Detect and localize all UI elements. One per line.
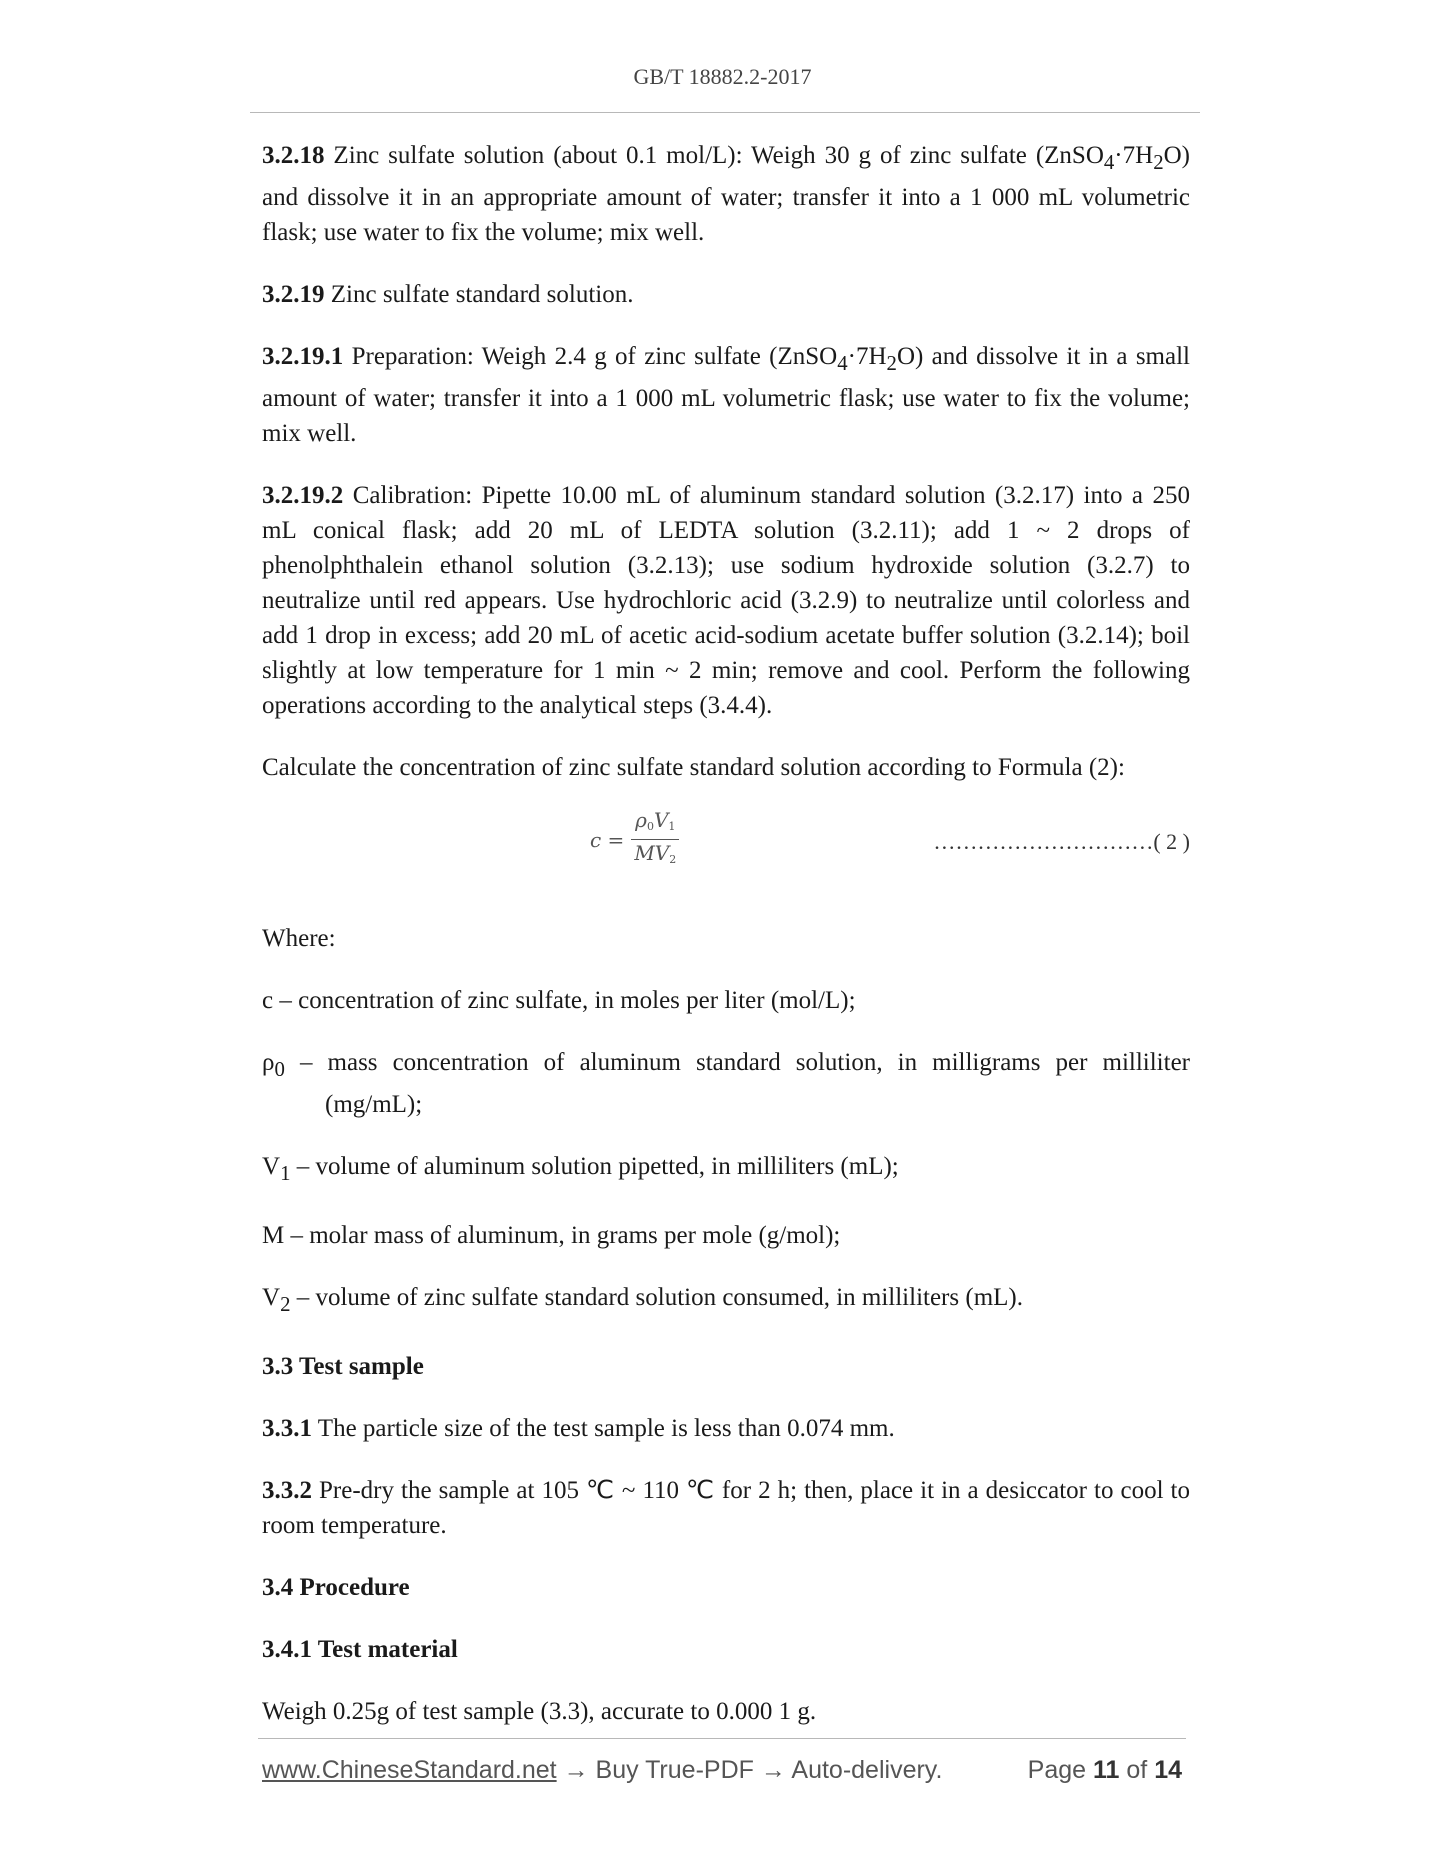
symbol-v: V [262,1153,281,1180]
subscript: 2 [669,853,677,866]
symbol-rho: ρ [635,808,647,832]
footer-divider [258,1738,1186,1739]
symbol-mv: MV [634,841,670,865]
heading-3-4-1 [262,1632,1190,1667]
paragraph-3-2-19-1 [262,339,1190,451]
clause-text: The particle size of the test sample is less than 0.074 mm. [312,1415,895,1442]
page-footer [262,1756,1182,1785]
footer-tagline: → Buy True-PDF → Auto-delivery. [556,1756,943,1784]
clause-number: 3.2.19.2 [262,482,344,509]
clause-text: O) and dissolve it in a small amount of water; transfer it into a 1 000 mL volumetric flask; use water to fix the volume; mix well. [262,343,1190,447]
subscript: 1 [668,820,676,833]
clause-text: ·7H [847,343,887,370]
of-label: of [1119,1756,1155,1784]
clause-number: 3.3.2 [262,1477,312,1504]
clause-number: 3.2.19 [262,281,325,308]
clause-text: Zinc sulfate standard solution. [324,281,634,308]
def-text: – mass concentration of aluminum standard solution, in milligrams per milliliter (mg/mL); [284,1049,1190,1118]
clause-text: Preparation: Weigh 2.4 g of zinc sulfate (ZnSO [343,343,838,370]
formula-reference: …………………………( 2 ) [933,829,1190,854]
page-indicator [1028,1756,1182,1785]
clause-number: 3.3.1 [262,1415,312,1442]
document-header: GB/T 18882.2-2017 [633,64,812,89]
clause-number: 3.2.19.1 [262,343,344,370]
page-label: Page [1027,1756,1093,1784]
section-heading: 3.4 Procedure [262,1574,410,1601]
section-heading: 3.4.1 Test material [262,1636,458,1663]
def-v1 [262,1149,1190,1191]
header-divider [250,112,1200,113]
subscript: 0 [274,1057,285,1081]
paragraph-3-3-1 [262,1411,1190,1446]
def-rho0 [262,1045,1190,1122]
formula-numerator [631,808,679,840]
paragraph-weigh: Weigh 0.25g of test sample (3.3), accurate to 0.000 1 g. [262,1698,817,1725]
clause-text: ·7H [1114,142,1154,169]
subscript: 1 [280,1161,291,1185]
chinesestandard-link[interactable]: www.ChineseStandard.net [262,1756,557,1784]
subscript: 4 [1103,150,1115,174]
clause-text: O) and dissolve it in an appropriate amount of water; transfer it into a 1 000 mL volumetric flask; use water to fix the volume; mix well. [262,142,1190,246]
subscript: 2 [280,1292,291,1316]
section-heading: 3.3 Test sample [262,1353,424,1380]
paragraph-3-2-18 [262,138,1190,250]
paragraph-3-2-19-2 [262,478,1190,723]
calc-intro: Calculate the concentration of zinc sulfate standard solution according to Formula (2): [262,754,1125,781]
page-total: 14 [1154,1756,1182,1784]
heading-3-4 [262,1570,1190,1605]
formula-lhs: c = [590,828,625,852]
subscript: 2 [1153,150,1164,174]
page-number: 11 [1093,1756,1120,1784]
paragraph-3-2-19 [262,277,1190,312]
formula-expression [590,808,680,873]
def-m: M – molar mass of aluminum, in grams per mole (g/mol); [262,1222,841,1249]
subscript: 0 [646,820,654,833]
def-text: – volume of aluminum solution pipetted, in milliliters (mL); [290,1153,899,1180]
symbol-v: V [262,1284,281,1311]
clause-text: Calibration: Pipette 10.00 mL of aluminum standard solution (3.2.17) into a 250 mL conical flask; add 20 mL of LEDTA solution (3.2.11); add 1 ~ 2 drops of phenolphthalein ethanol solution (3.2.13); use sodium hydroxide solution (3.2.7) to neutralize until red appears. Use hydrochloric acid (3.2.9) to neutralize until colorless and add 1 drop in excess; add 20 mL of acetic acid-sodium acetate buffer solution (3.2.14); boil slightly at low temperature for 1 min ~ 2 min; remove and cool. Perform the following operations according to the analytical steps (3.4.4). [262,482,1190,719]
clause-text: Zinc sulfate solution (about 0.1 mol/L): Weigh 30 g of zinc sulfate (ZnSO [324,142,1104,169]
def-c: c – concentration of zinc sulfate, in moles per liter (mol/L); [262,987,856,1014]
subscript: 2 [886,351,897,375]
clause-text: Pre-dry the sample at 105 ℃ ~ 110 ℃ for 2 h; then, place it in a desiccator to cool to room temperature. [262,1477,1190,1539]
paragraph-3-3-2 [262,1473,1190,1543]
formula-denominator [630,840,680,873]
symbol-rho: ρ [262,1049,275,1076]
where-label: Where: [262,925,336,952]
clause-number: 3.2.18 [262,142,325,169]
def-text: – volume of zinc sulfate standard solution consumed, in milliliters (mL). [290,1284,1023,1311]
def-v2 [262,1280,1190,1322]
subscript: 4 [837,351,848,375]
heading-3-3 [262,1349,1190,1384]
document-body [262,138,1190,1756]
formula-2 [262,808,1190,898]
symbol-v: V [653,808,669,832]
definitions [262,921,1190,1322]
formula-fraction [630,808,680,873]
